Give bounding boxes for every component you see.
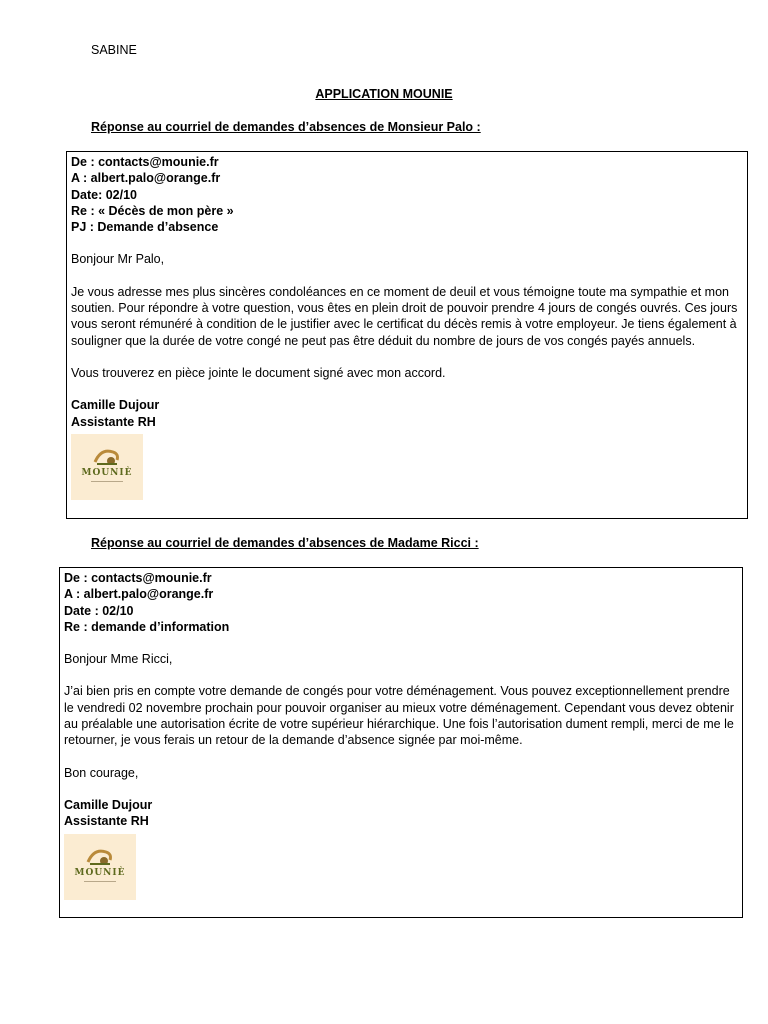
email-body: J’ai bien pris en compte votre demande de congés pour votre déménagement. Vous pouvez exceptionnellement prendre le vendredi 02 novembre prochain pour pouvoir organiser au mieux votre déménagement. Cependant vous devez obtenir au préalable une autorisation écrite de votre supérieur hiérarchique. Une fois l’autorisation dument rempli, merci de me le retourner, je vous ferais un retour de la demande d’absence signée par moi-même. [64, 684, 734, 748]
logo-underline [84, 881, 116, 882]
email-header [64, 570, 736, 635]
signature-name: Camille Dujour [64, 797, 153, 812]
company-logo [71, 434, 143, 500]
logo-text: MOUNIÈ [74, 867, 126, 878]
document-title: APPLICATION MOUNIE [315, 87, 453, 101]
email-header [71, 154, 741, 235]
signature-role: Assistante RH [64, 814, 149, 829]
subject-line: Re : « Décès de mon père » [71, 203, 234, 218]
to-line: A : albert.palo@orange.fr [64, 587, 214, 602]
attachment-line: PJ : Demande d’absence [71, 220, 219, 235]
signature-name: Camille Dujour [71, 398, 160, 413]
logo-underline [91, 481, 123, 482]
from-line: De : contacts@mounie.fr [71, 155, 219, 169]
section-title-palo: Réponse au courriel de demandes d’absences de Monsieur Palo : [91, 120, 481, 134]
logo-emblem-icon [91, 446, 123, 468]
signature-role: Assistante RH [71, 414, 156, 429]
greeting: Bonjour Mme Ricci, [64, 652, 173, 667]
author-name: SABINE [91, 43, 137, 57]
greeting: Bonjour Mr Palo, [71, 252, 165, 267]
company-logo [64, 834, 136, 900]
subject-line: Re : demande d’information [64, 619, 230, 634]
from-line: De : contacts@mounie.fr [64, 571, 212, 585]
closing-line: Vous trouverez en pièce jointe le document signé avec mon accord. [71, 365, 446, 380]
closing-line: Bon courage, [64, 765, 139, 780]
to-line: A : albert.palo@orange.fr [71, 171, 221, 186]
email-body: Je vous adresse mes plus sincères condoléances en ce moment de deuil et vous témoigne toute ma sympathie et mon soutien. Pour répondre à votre question, vous êtes en plein droit de pouvoir prendre 4 jours de congés ouvrés. Ces jours vous seront rémunéré à condition de le justifier avec le certificat du décès remis à votre employeur. Je tiens également à souligner que la durée de votre congé ne peut pas être déduit du nombre de jours de vos congés payés annuels. [71, 284, 738, 348]
signature [71, 397, 741, 430]
email-box-palo [66, 151, 748, 519]
logo-emblem-icon [84, 846, 116, 868]
section-title-ricci: Réponse au courriel de demandes d’absences de Madame Ricci : [91, 536, 479, 550]
date-line: Date: 02/10 [71, 187, 138, 202]
signature [64, 797, 736, 830]
date-line: Date : 02/10 [64, 603, 134, 618]
email-box-ricci [59, 567, 743, 918]
logo-text: MOUNIÈ [81, 467, 133, 478]
